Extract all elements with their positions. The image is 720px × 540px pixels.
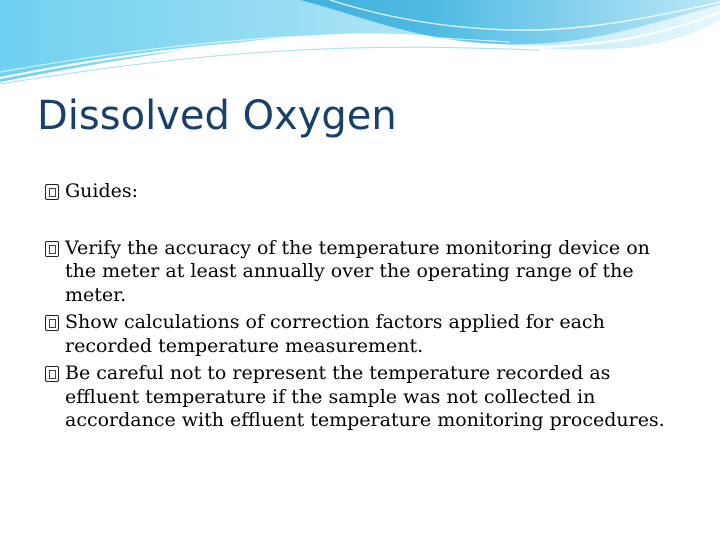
guides-heading-item: [45, 180, 685, 204]
missing-glyph-box-icon: [45, 315, 59, 331]
missing-glyph-box-icon: [45, 241, 59, 257]
bullet-item: [45, 362, 685, 433]
slide-title: Dissolved Oxygen: [37, 93, 397, 139]
bullet-text: Show calculations of correction factors applied for each recorded temperature measurement.: [65, 311, 605, 357]
missing-glyph-box-icon: [45, 366, 59, 382]
header-wave-decoration: [0, 0, 720, 90]
bullet-item: [45, 237, 685, 308]
bullet-item: [45, 311, 685, 358]
bullet-text: Verify the accuracy of the temperature monitoring device on the meter at least annually over the operating range of the meter.: [65, 236, 650, 306]
bullet-text: Be careful not to represent the temperature recorded as effluent temperature if the sample was not collected in accordance with effluent temperature monitoring procedures.: [65, 362, 665, 431]
missing-glyph-box-icon: [45, 184, 59, 200]
slide-body: [45, 180, 685, 433]
guides-heading: Guides:: [65, 180, 139, 202]
